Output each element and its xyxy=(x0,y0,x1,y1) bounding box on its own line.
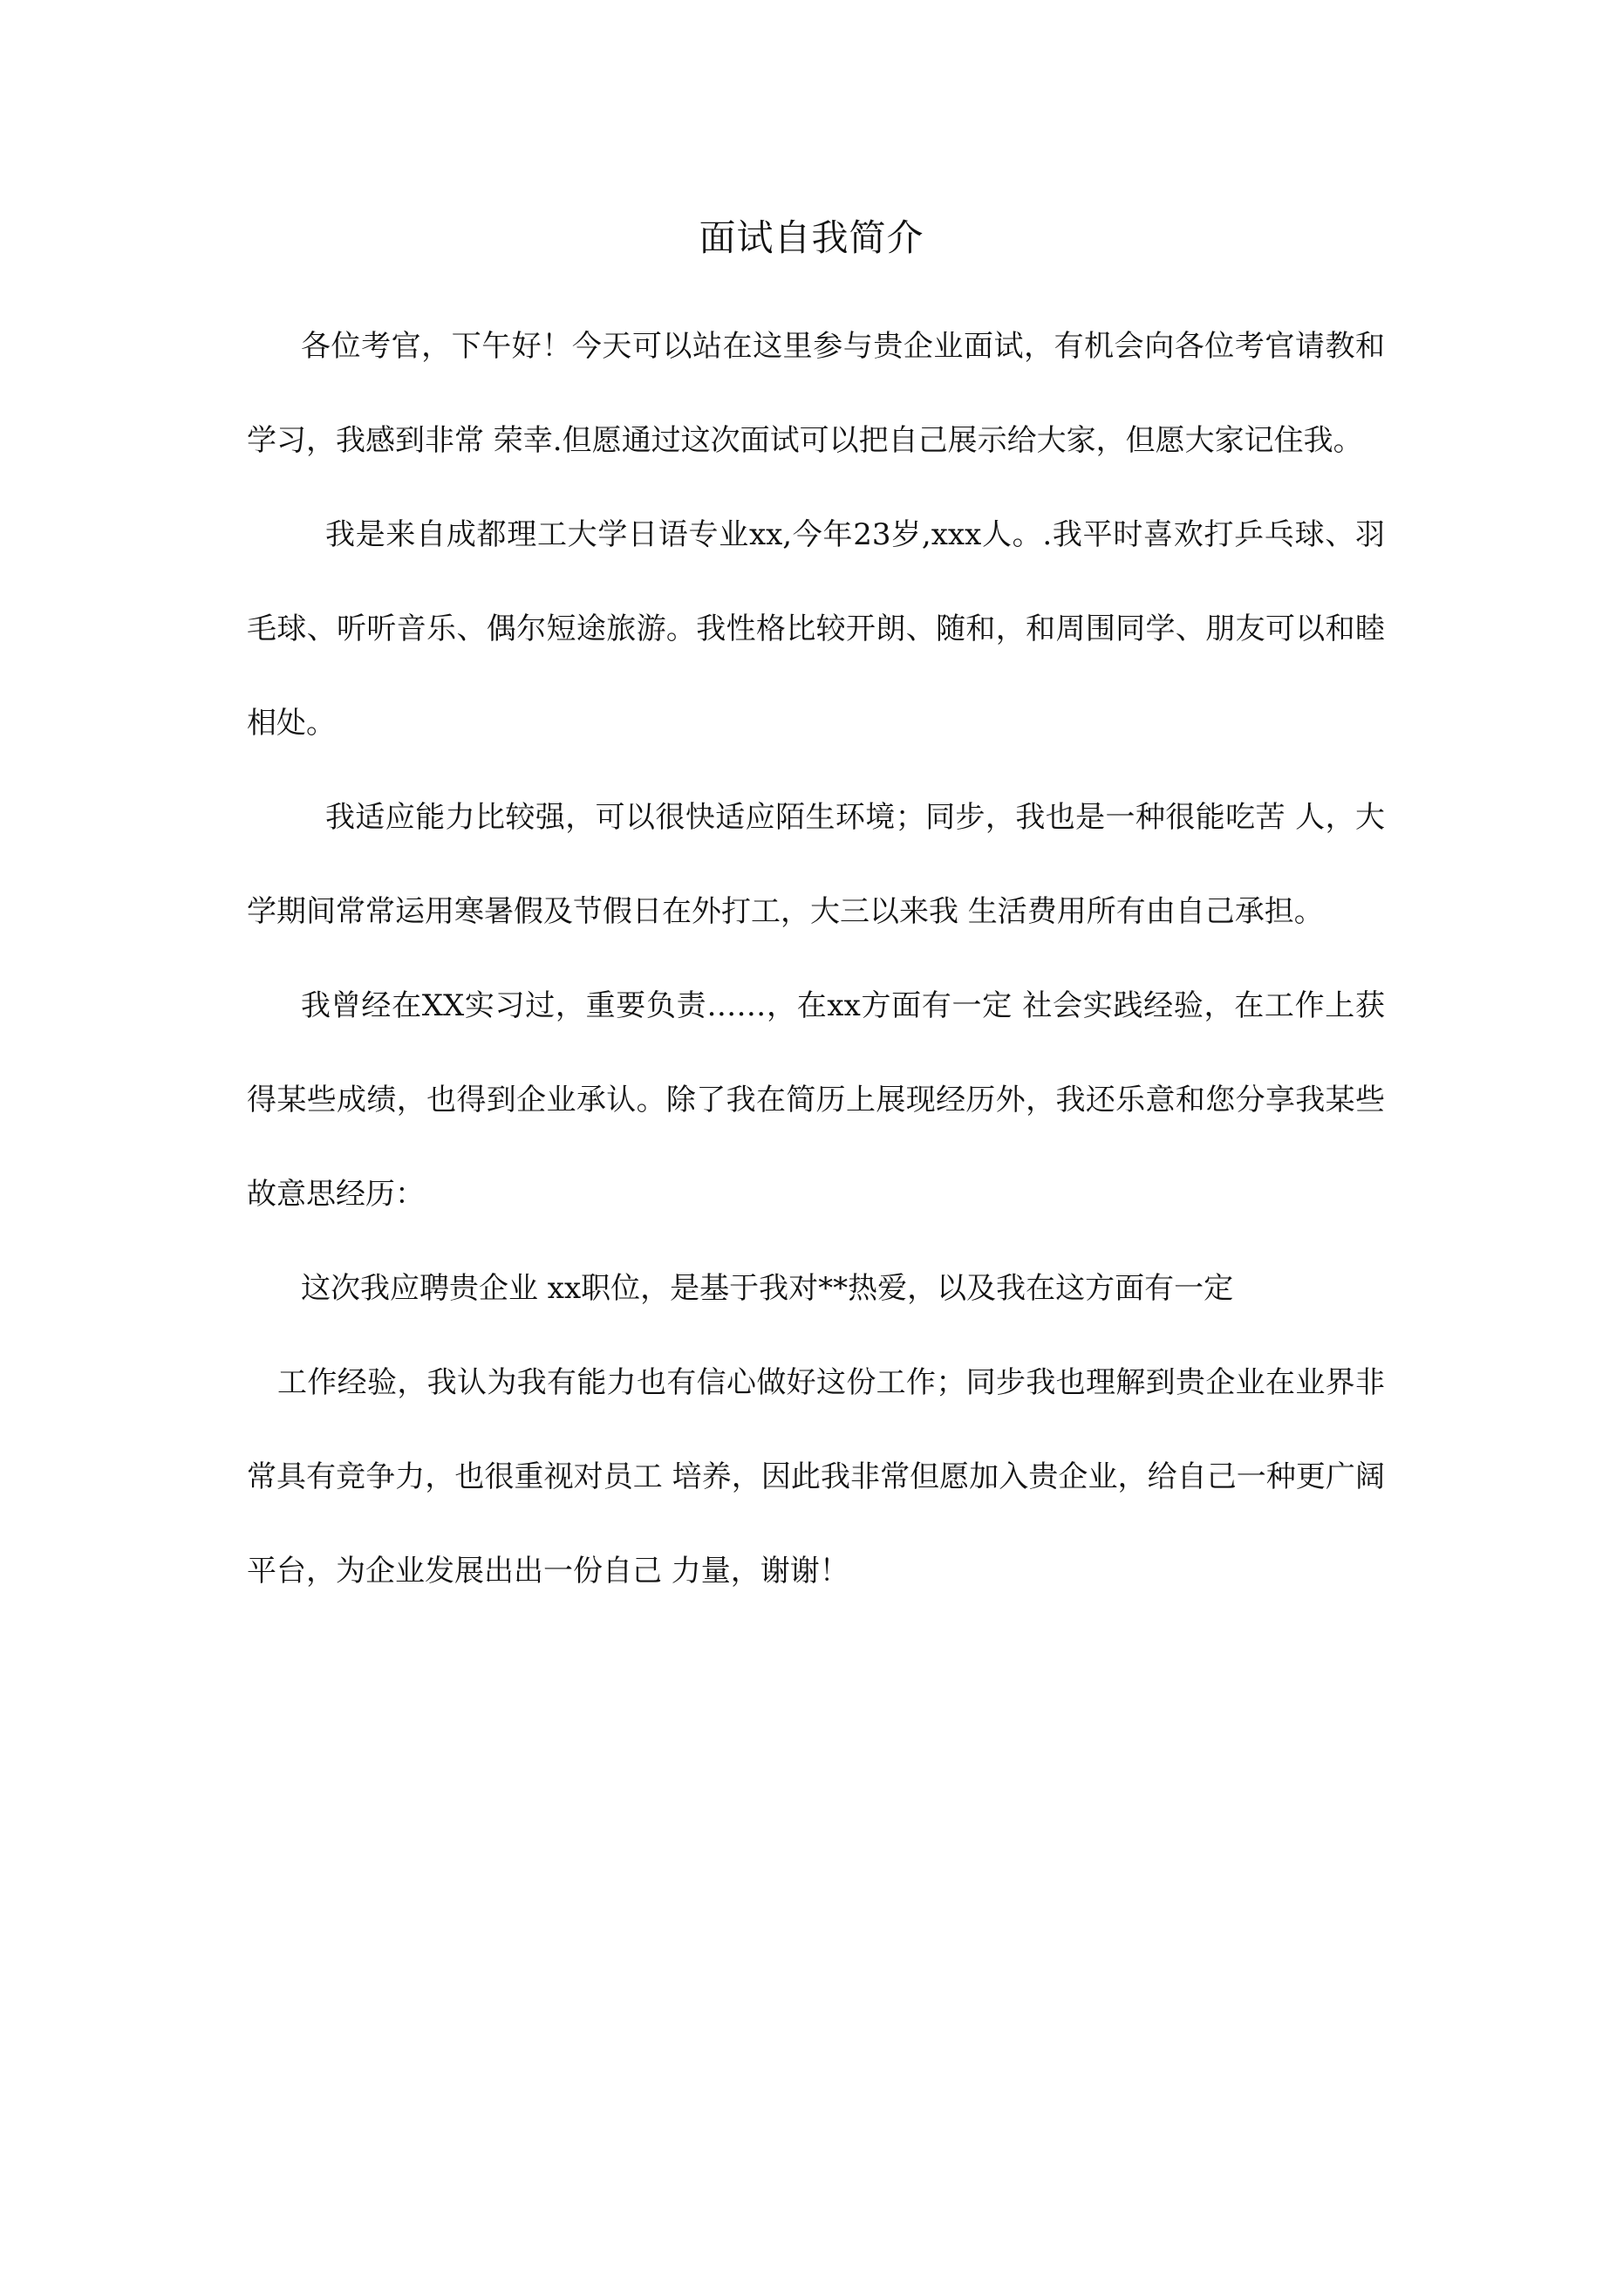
page-title: 面试自我简介 xyxy=(699,216,924,259)
document-body xyxy=(247,299,1385,1618)
paragraph-experience: 我曾经在XX实习过，重要负责……，在xx方面有一定 社会实践经验，在工作上获得某些成绩，也得到企业承认。除了我在简历上展现经历外，我还乐意和您分享我某些故意思经历： xyxy=(247,988,1385,1212)
paragraph-application: 这次我应聘贵企业 xx职位，是基于我对**热爱，以及我在这方面有一定 xyxy=(301,1271,1234,1306)
paragraph-greeting: 各位考官，下午好！今天可以站在这里参与贵企业面试，有机会向各位考官请教和学习，我感到非常 荣幸.但愿通过这次面试可以把自己展示给大家，但愿大家记住我。 xyxy=(247,329,1385,458)
paragraph-closing: 工作经验，我认为我有能力也有信心做好这份工作；同步我也理解到贵企业在业界非常具有竞争力，也很重视对员工 培养，因此我非常但愿加入贵企业，给自己一种更广阔 平台，为企业发展出出一份自己 力量，谢谢！ xyxy=(247,1365,1385,1589)
paragraph-adaptability: 我适应能力比较强，可以很快适应陌生环境；同步，我也是一种很能吃苦 人，大学期间常常运用寒暑假及节假日在外打工，大三以来我 生活费用所有由自己承担。 xyxy=(247,800,1385,929)
paragraph-background: 我是来自成都理工大学日语专业xx,今年23岁,xxx人。.我平时喜欢打乒乓球、羽毛球、听听音乐、偶尔短途旅游。我性格比较开朗、随和，和周围同学、朋友可以和睦相处。 xyxy=(247,517,1385,741)
